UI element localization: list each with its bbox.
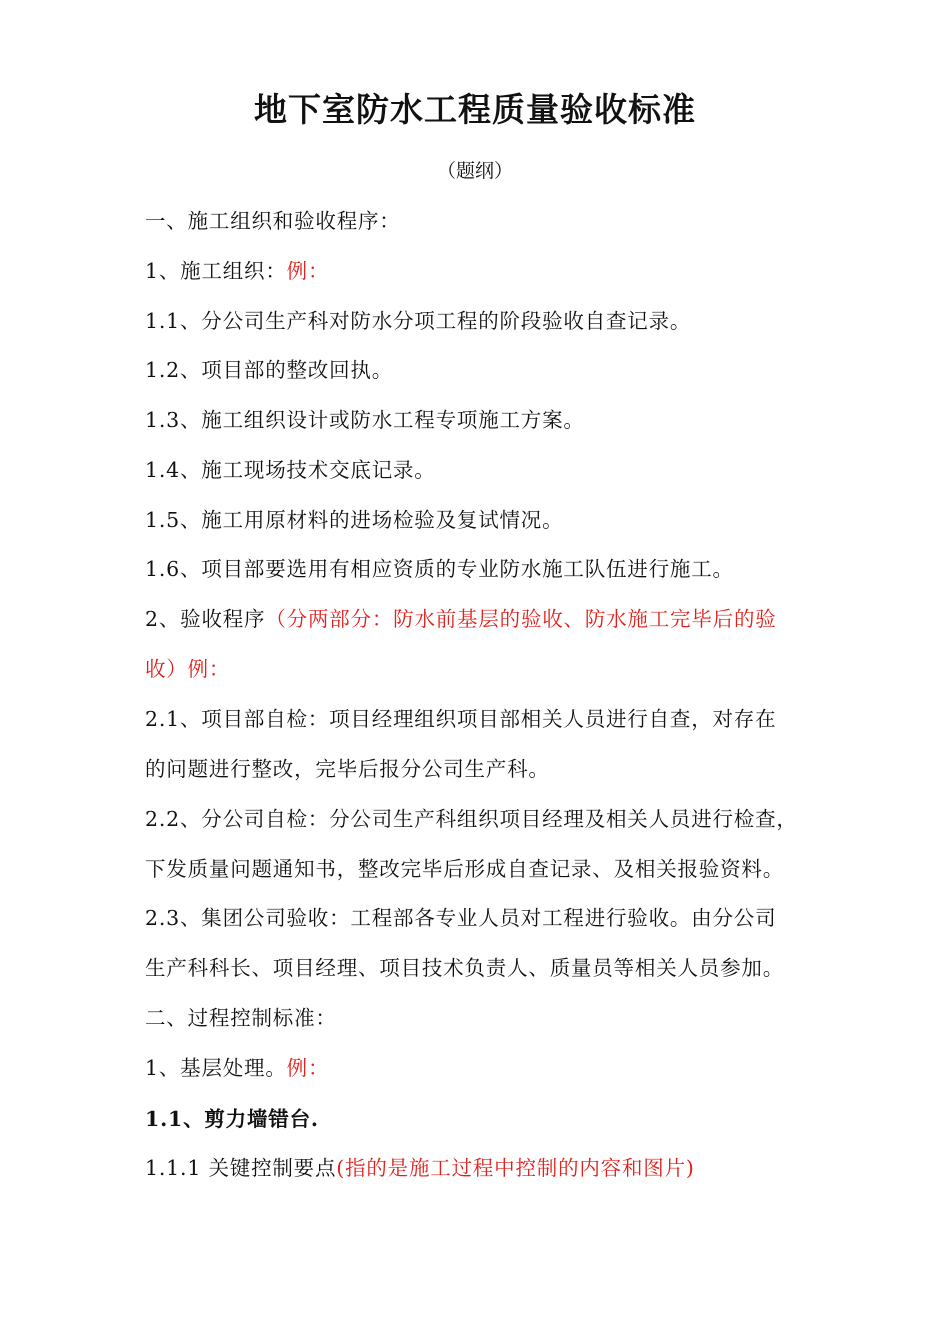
list-item xyxy=(145,308,813,334)
list-item xyxy=(145,806,813,832)
line-text: 2.2、分公司自检：分公司生产科组织项目经理及相关人员进行检查， xyxy=(145,807,798,831)
line-text: 一、施工组织和验收程序： xyxy=(145,209,401,233)
document-title: 地下室防水工程质量验收标准 xyxy=(254,90,696,129)
example-label: 例： xyxy=(286,259,330,283)
line-text: 生产科科长、项目经理、项目技术负责人、质量员等相关人员参加。 xyxy=(145,956,784,980)
line-text: 的问题进行整改，完毕后报分公司生产科。 xyxy=(145,757,550,781)
section-heading-1 xyxy=(145,208,813,234)
continuation-line xyxy=(145,656,813,682)
list-item xyxy=(145,1155,813,1181)
list-item xyxy=(145,706,813,732)
list-item xyxy=(145,556,813,582)
line-text: 1.5、施工用原材料的进场检验及复试情况。 xyxy=(145,508,564,532)
line-text: 1.1.1 关键控制要点 xyxy=(145,1156,337,1180)
list-item xyxy=(145,905,813,931)
list-item xyxy=(145,457,813,483)
list-item xyxy=(145,507,813,533)
example-label: 例： xyxy=(286,1056,330,1080)
note-text: （分两部分：防水前基层的验收、防水施工完毕后的验 xyxy=(265,607,777,631)
continuation-line xyxy=(145,955,813,981)
section-heading-2 xyxy=(145,1005,813,1031)
continuation-line xyxy=(145,856,813,882)
subsection-heading xyxy=(145,606,813,632)
document-subtitle: （题纲） xyxy=(436,160,513,182)
line-text: 1.1、分公司生产科对防水分项工程的阶段验收自查记录。 xyxy=(145,309,692,333)
line-text: 2.1、项目部自检：项目经理组织项目部相关人员进行自查，对存在 xyxy=(145,707,777,731)
continuation-line xyxy=(145,756,813,782)
subsection-heading xyxy=(145,258,813,284)
list-item xyxy=(145,357,813,383)
subsection-heading xyxy=(145,1055,813,1081)
line-text: 1.2、项目部的整改回执。 xyxy=(145,358,394,382)
line-text: 二、过程控制标准： xyxy=(145,1006,337,1030)
note-text: (指的是施工过程中控制的内容和图片) xyxy=(336,1156,695,1180)
line-text: 1.6、项目部要选用有相应资质的专业防水施工队伍进行施工。 xyxy=(145,557,734,581)
line-text: 1.4、施工现场技术交底记录。 xyxy=(145,458,436,482)
bold-subheading xyxy=(145,1106,813,1132)
line-text: 1.1、剪力墙错台. xyxy=(145,1107,319,1131)
line-text: 2、验收程序 xyxy=(145,607,266,631)
line-text: 2.3、集团公司验收：工程部各专业人员对工程进行验收。由分公司 xyxy=(145,906,777,930)
line-text: 1、基层处理。 xyxy=(145,1056,287,1080)
line-text: 下发质量问题通知书，整改完毕后形成自查记录、及相关报验资料。 xyxy=(145,857,784,881)
note-text: 收）例： xyxy=(145,657,231,681)
line-text: 1.3、施工组织设计或防水工程专项施工方案。 xyxy=(145,408,585,432)
list-item xyxy=(145,407,813,433)
line-text: 1、施工组织： xyxy=(145,259,287,283)
